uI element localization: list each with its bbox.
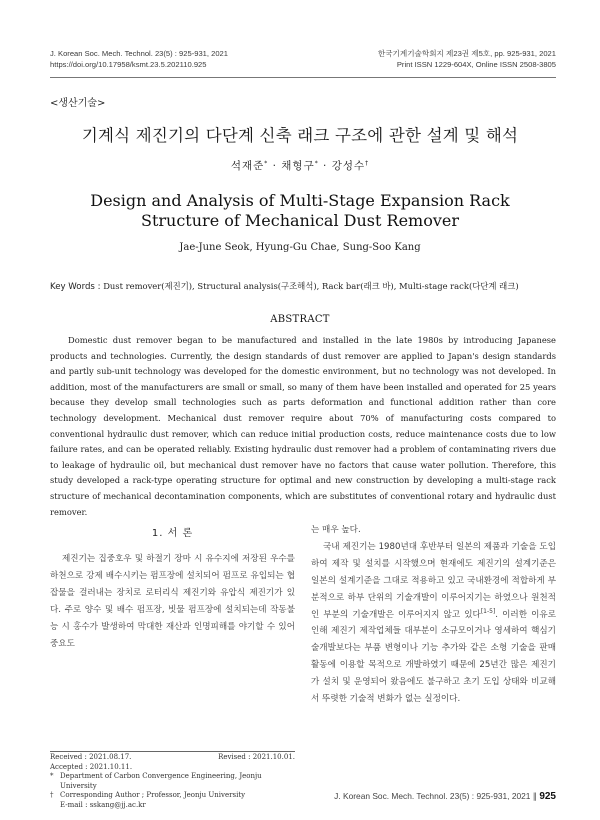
author-mark: * <box>314 160 319 167</box>
title-english-line: Design and Analysis of Multi-Stage Expansion Rack <box>90 191 510 210</box>
header-right <box>266 48 556 70</box>
accepted-date: Accepted : 2021.10.11. <box>50 762 133 771</box>
dates-row <box>50 753 295 763</box>
email-text[interactable]: E-mail : sskang@jj.ac.kr <box>60 800 146 809</box>
citation-ref[interactable]: [1-5] <box>480 607 496 615</box>
authors-english: Jae-June Seok, Hyung-Gu Chae, Sung-Soo Kang <box>179 242 421 253</box>
body-column-left <box>50 551 295 652</box>
page-footer <box>334 791 556 802</box>
author-separator: · <box>268 160 282 172</box>
title-korean: 기계식 제진기의 다단계 신축 래크 구조에 관한 설계 및 해석 <box>81 126 519 145</box>
issn: Print ISSN 1229-604X, Online ISSN 2508-3805 <box>396 60 556 69</box>
corresponding-text: Corresponding Author ; Professor, Jeonju University <box>60 791 246 800</box>
body-text: . 이러한 이유로 인해 제진기 제작업체들 대부분이 소규모이거나 영세하여 핵심기술개발보다는 부품 변형이나 기능 추가와 같은 소형 기술을 판매 활동에 이용할 목적으로 개발하였기 때문에 25년간 많은 제진기가 설치 및 운영되어 왔음에도 불구하고 초기 도입 상태와 비교해서 뚜렷한 기술적 변화가 없는 실정이다. <box>311 609 556 705</box>
title-english-line: Structure of Mechanical Dust Remover <box>141 211 459 230</box>
page-number: 925 <box>539 791 556 802</box>
footer-citation: J. Korean Soc. Mech. Technol. 23(5) : 925-931, 2021 <box>334 791 531 801</box>
author-name: 강성수 <box>331 160 366 172</box>
author-separator: · <box>318 160 332 172</box>
author-name: 채형구 <box>281 160 315 172</box>
body-paragraph-continued: 는 매우 높다. <box>311 525 361 535</box>
title-english <box>40 191 560 231</box>
keywords-text: Dust remover(제진기), Structural analysis(구조해석), Rack bar(래크 바), Multi-stage rack(다단계 래크) <box>103 281 519 291</box>
author-mark: † <box>365 160 370 167</box>
affiliation-mark: * <box>50 772 54 781</box>
section-title: 1. 서 론 <box>151 528 194 539</box>
authors-korean <box>40 158 560 173</box>
corresponding-note <box>50 791 295 801</box>
revised-date: Revised : 2021.10.01. <box>218 753 295 761</box>
header-rule <box>50 77 556 78</box>
abstract-text: Domestic dust remover began to be manufactured and installed in the late 1980s by introducing Japanese products and technologies. Currently, the design standards of dust remover are applied to Japan's design standards and partly sub-unit technology was developed for the domestic environment, but no technology was not developed. In addition, most of the manufacturers are small or small, so many of them have been installed and operated for 25 years because they develop small technologies such as parts deformation and functional addition rather than core technology development. Mechanical dust remover require about 70% of manufacturing costs compared to conventional hydraulic dust remover, which can reduce initial production costs, reduce maintenance costs due to low failure rates, and can be operated reliably. Existing hydraulic dust remover had a problem of contaminating rivers due to leakage of hydraulic oil, but mechanical dust remover have no factors that cause water pollution. Therefore, this study developed a rack-type operating structure for optimal and new construction by developing a multi-stage rack structure of mechanical decontamination components, which are substitutes of conventional rotary and hydraulic dust remover. <box>50 335 556 517</box>
footnotes <box>50 753 295 811</box>
doi-link[interactable]: https://doi.org/10.17958/ksmt.23.5.202110.925 <box>50 60 207 69</box>
author-mark: * <box>264 160 269 167</box>
body-paragraph: 제진기는 집중호우 및 하절기 장마 시 유수지에 저장된 우수를 하천으로 강제 배수시키는 펌프장에 설치되어 펌프로 유입되는 협잡물을 걸러내는 장치로 로터리식 제진기와 유압식 제진기가 있다. 주로 양수 및 배수 펌프장, 빗물 펌프장에 설치되는데 작동불능 시 홍수가 발생하여 막대한 재산과 인명피해를 야기할 수 있어 중요도 <box>50 554 295 649</box>
abstract-heading: ABSTRACT <box>270 314 330 325</box>
affiliation-text: Department of Carbon Convergence Engineering, Jeonju University <box>60 772 262 790</box>
footer-separator: ∥ <box>532 791 537 801</box>
corresponding-mark: † <box>50 791 54 800</box>
body-column-right <box>311 522 556 708</box>
keywords <box>50 280 560 292</box>
email-note <box>50 801 295 811</box>
keywords-label: Key Words : <box>50 282 101 292</box>
affiliation-note <box>50 772 295 791</box>
author-name: 석재준 <box>230 160 265 172</box>
body-paragraph <box>311 539 556 708</box>
footnote-rule <box>50 751 295 752</box>
body-text: 국내 제진기는 1980년대 후반부터 일본의 제품과 기술을 도입하여 제작 및 설치를 시작했으며 현재에도 제진기의 설계기준은 일본의 설계기준을 그대로 적용하고 있고 국내환경에 적합하게 부분적으로 하부 단위의 기술개발이 이루어지기는 하였으나 원천적인 부분의 기술개발은 이루어지지 않고 있다 <box>311 541 556 620</box>
journal-citation: J. Korean Soc. Mech. Technol. 23(5) : 925-931, 2021 <box>50 49 228 58</box>
category-label: <생산기술> <box>50 98 106 109</box>
journal-citation-korean: 한국기계기술학회지 제23권 제5호, pp. 925-931, 2021 <box>377 49 556 58</box>
received-date: Received : 2021.08.17. <box>50 753 132 761</box>
